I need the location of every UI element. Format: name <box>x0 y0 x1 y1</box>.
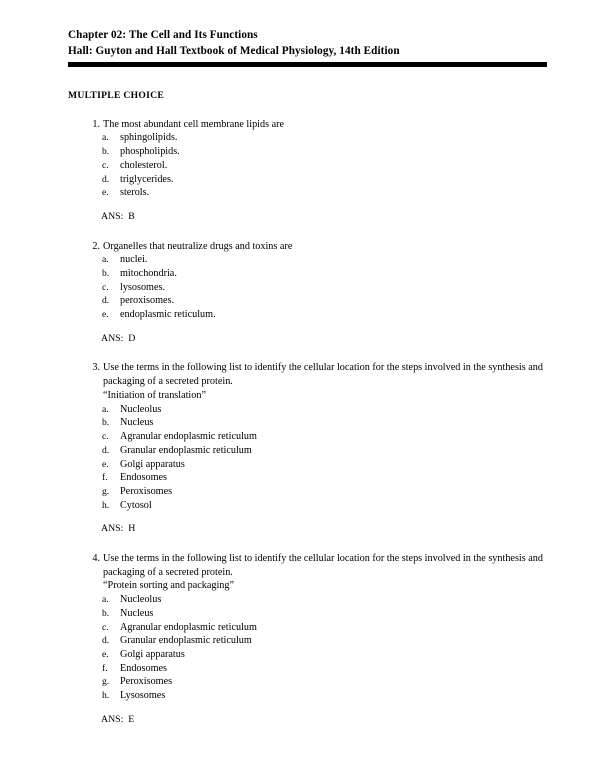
option-row[interactable] <box>68 131 548 145</box>
option-row[interactable] <box>68 145 548 159</box>
option-text: Nucleus <box>120 607 154 619</box>
answer-line <box>68 332 548 346</box>
option-list <box>68 593 548 703</box>
option-letter: a. <box>102 594 109 606</box>
option-row[interactable] <box>68 186 548 200</box>
questions-container <box>68 118 548 727</box>
option-letter: c. <box>102 621 109 633</box>
option-list <box>68 253 548 322</box>
answer-line <box>68 210 548 224</box>
question-stem-row <box>68 118 548 132</box>
option-row[interactable] <box>68 403 548 417</box>
option-text: sphingolipids. <box>120 132 178 144</box>
option-letter: b. <box>102 607 110 619</box>
option-letter: b. <box>102 146 110 158</box>
option-letter: f. <box>102 662 108 674</box>
answer-label: ANS: <box>101 332 124 344</box>
option-text: Agranular endoplasmic reticulum <box>120 431 257 443</box>
option-row[interactable] <box>68 499 548 513</box>
question-number: 2. <box>92 240 100 252</box>
question-number: 3. <box>92 362 100 374</box>
section-heading-multiple-choice: MULTIPLE CHOICE <box>68 89 165 101</box>
question-subline: “Protein sorting and packaging” <box>103 580 234 592</box>
option-row[interactable] <box>68 485 548 499</box>
question-subline: “Initiation of translation” <box>103 389 206 401</box>
option-row[interactable] <box>68 607 548 621</box>
option-row[interactable] <box>68 662 548 676</box>
option-text: Peroxisomes <box>120 485 173 497</box>
option-letter: c. <box>102 281 109 293</box>
option-text: Nucleolus <box>120 403 162 415</box>
header-book-title: Hall: Guyton and Hall Textbook of Medical Physiology, 14th Edition <box>68 44 400 57</box>
option-text: Endosomes <box>120 472 167 484</box>
option-letter: e. <box>102 309 109 321</box>
option-text: Cytosol <box>120 499 152 511</box>
option-letter: a. <box>102 132 109 144</box>
answer-label: ANS: <box>101 211 124 222</box>
answer-label: ANS: <box>101 523 124 535</box>
option-list <box>68 131 548 200</box>
option-text: Nucleolus <box>120 594 162 606</box>
option-row[interactable] <box>68 253 548 267</box>
option-row[interactable] <box>68 159 548 173</box>
option-letter: a. <box>102 254 109 266</box>
question-block <box>68 240 548 346</box>
option-text: lysosomes. <box>120 281 165 293</box>
option-text: mitochondria. <box>120 268 177 279</box>
question-stem-row <box>68 240 548 254</box>
option-letter: b. <box>102 268 110 279</box>
option-text: Endosomes <box>120 662 167 674</box>
option-row[interactable] <box>68 308 548 322</box>
option-letter: e. <box>102 649 109 661</box>
option-list <box>68 403 548 513</box>
option-letter: a. <box>102 403 109 415</box>
question-stem-text: Use the terms in the following list to identify the cellular location for the steps involved in the synthesis and packaging of a secreted protein. <box>103 552 543 578</box>
option-row[interactable] <box>68 267 548 281</box>
option-letter: f. <box>102 472 108 484</box>
answer-value: B <box>128 211 135 222</box>
option-row[interactable] <box>68 471 548 485</box>
option-text: Lysosomes <box>120 690 166 702</box>
option-letter: d. <box>102 295 110 307</box>
option-text: triglycerides. <box>120 173 174 185</box>
header-chapter-title: Chapter 02: The Cell and Its Functions <box>68 29 258 41</box>
option-row[interactable] <box>68 648 548 662</box>
question-block <box>68 118 548 224</box>
option-text: Nucleus <box>120 417 154 429</box>
question-stem-text: Use the terms in the following list to identify the cellular location for the steps involved in the synthesis and packaging of a secreted protein. <box>103 362 543 388</box>
option-letter: b. <box>102 417 110 429</box>
option-row[interactable] <box>68 634 548 648</box>
option-row[interactable] <box>68 689 548 703</box>
option-letter: d. <box>102 173 110 185</box>
document-header <box>68 28 548 67</box>
answer-value: H <box>128 523 136 535</box>
option-letter: d. <box>102 635 110 647</box>
option-text: Granular endoplasmic reticulum <box>120 444 252 456</box>
option-letter: e. <box>102 458 109 470</box>
option-text: Golgi apparatus <box>120 649 185 661</box>
question-stem-text: The most abundant cell membrane lipids are <box>103 118 285 130</box>
option-letter: g. <box>102 485 110 497</box>
option-text: nuclei. <box>120 254 148 266</box>
question-block <box>68 552 548 727</box>
answer-line <box>68 522 548 536</box>
option-letter: c. <box>102 159 109 171</box>
option-row[interactable] <box>68 416 548 430</box>
option-text: Golgi apparatus <box>120 458 185 470</box>
option-text: sterols. <box>120 187 150 199</box>
question-stem-text: Organelles that neutralize drugs and toxins are <box>103 240 293 252</box>
option-row[interactable] <box>68 675 548 689</box>
option-letter: g. <box>102 676 110 688</box>
option-letter: d. <box>102 444 110 456</box>
option-row[interactable] <box>68 621 548 635</box>
option-letter: c. <box>102 431 109 443</box>
question-stem-row <box>68 361 548 389</box>
answer-line <box>68 713 548 727</box>
option-letter: e. <box>102 187 109 199</box>
option-row[interactable] <box>68 458 548 472</box>
option-text: phospholipids. <box>120 146 180 158</box>
answer-label: ANS: <box>101 713 124 725</box>
header-divider-rule <box>68 62 547 67</box>
option-text: Granular endoplasmic reticulum <box>120 635 252 647</box>
answer-value: D <box>128 332 136 344</box>
option-row[interactable] <box>68 444 548 458</box>
option-text: Agranular endoplasmic reticulum <box>120 621 257 633</box>
page-content <box>68 28 548 726</box>
option-row[interactable] <box>68 593 548 607</box>
option-text: cholesterol. <box>120 159 168 171</box>
option-row[interactable] <box>68 281 548 295</box>
question-number: 1. <box>92 118 100 130</box>
question-number: 4. <box>92 552 100 564</box>
option-row[interactable] <box>68 430 548 444</box>
option-text: endoplasmic reticulum. <box>120 309 216 321</box>
answer-value: E <box>128 713 135 725</box>
option-text: peroxisomes. <box>120 295 175 307</box>
option-letter: h. <box>102 499 110 511</box>
question-block <box>68 361 548 536</box>
option-row[interactable] <box>68 173 548 187</box>
question-stem-row <box>68 552 548 580</box>
option-row[interactable] <box>68 294 548 308</box>
option-text: Peroxisomes <box>120 676 173 688</box>
option-letter: h. <box>102 690 110 702</box>
